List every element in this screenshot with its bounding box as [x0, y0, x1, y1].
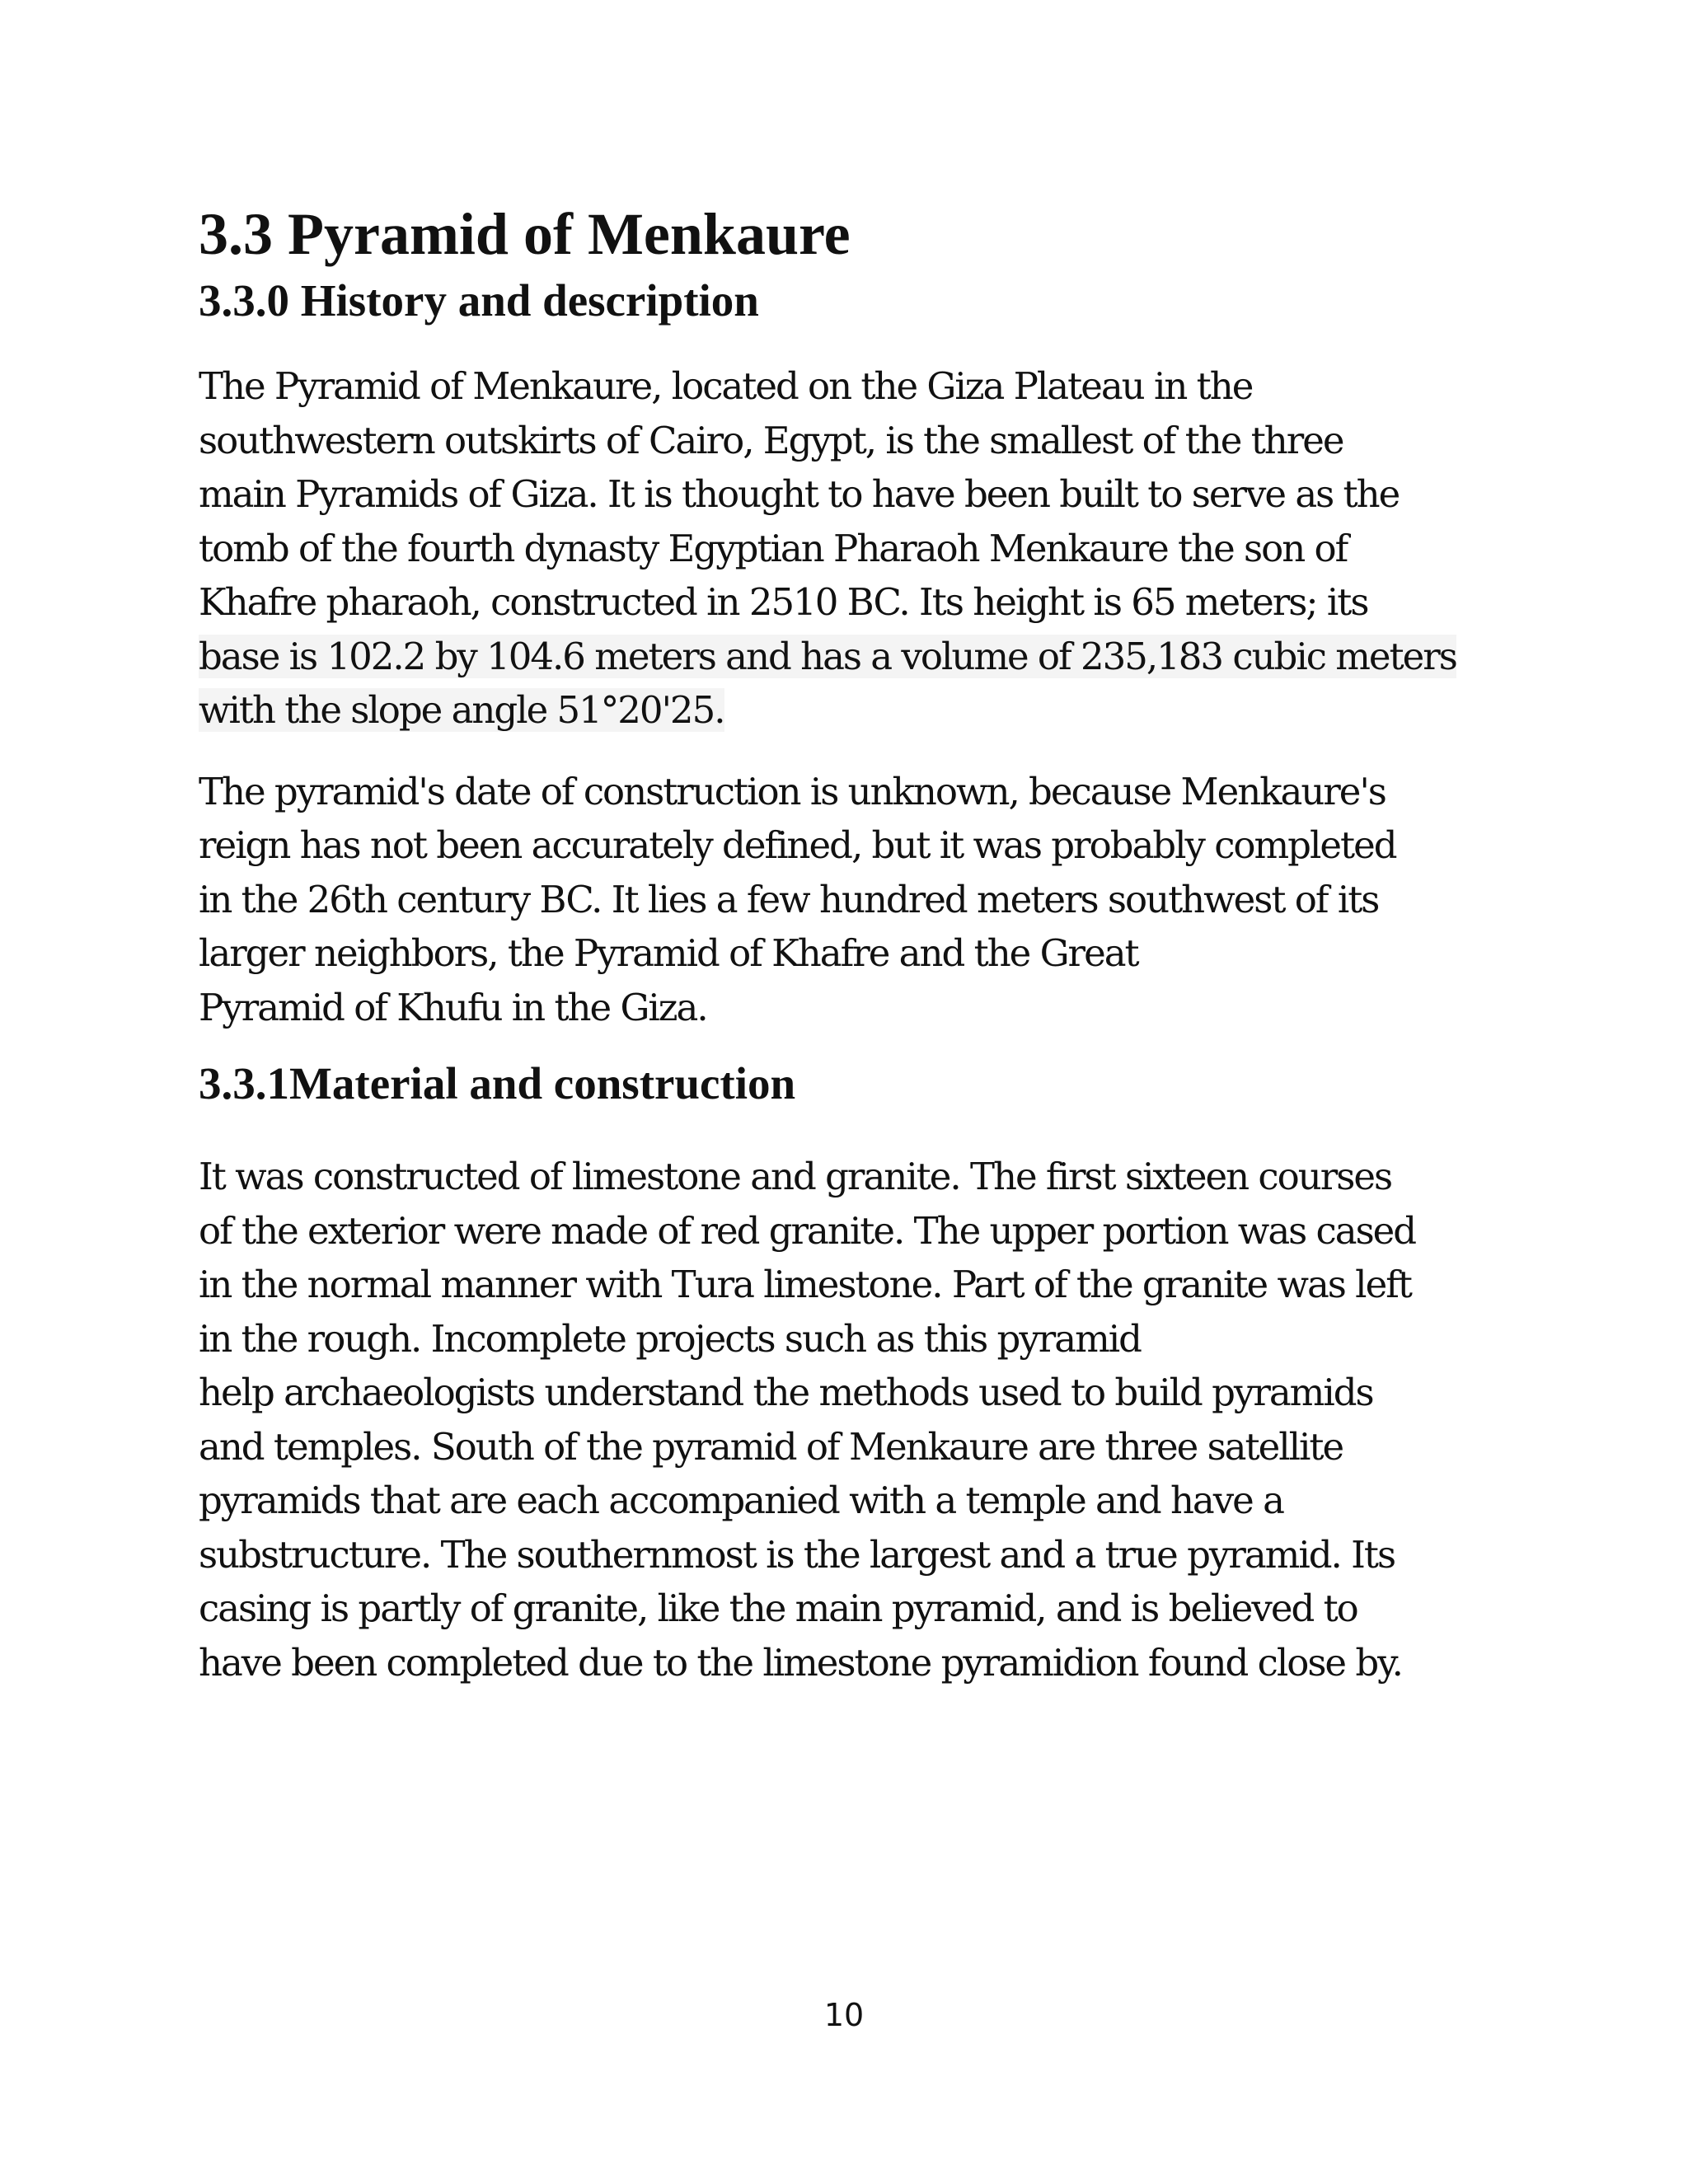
paragraph-line: larger neighbors, the Pyramid of Khafre and the Great	[199, 931, 1138, 975]
paragraph-line: reign has not been accurately defined, but it was probably completed	[199, 823, 1396, 867]
paragraph-line: southwestern outskirts of Cairo, Egypt, is the smallest of the three	[199, 418, 1343, 462]
paragraph-line: and temples. South of the pyramid of Menkaure are three satellite	[199, 1424, 1343, 1469]
paragraph-line: help archaeologists understand the methods used to build pyramids	[199, 1371, 1373, 1414]
paragraph-line: Khafre pharaoh, constructed in 2510 BC. Its height is 65 meters; its	[199, 580, 1368, 624]
paragraph-line: in the 26th century BC. It lies a few hundred meters southwest of its	[199, 877, 1379, 921]
subsection-heading-history: 3.3.0 History and description	[199, 275, 759, 326]
highlighted-line: with the slope angle 51°20'25.	[199, 688, 724, 732]
paragraph-line: of the exterior were made of red granite. The upper portion was cased	[199, 1208, 1416, 1253]
page-content	[199, 198, 1501, 1690]
paragraph-line: tomb of the fourth dynasty Egyptian Pharaoh Menkaure the son of	[199, 526, 1348, 570]
page-number: 10	[823, 1997, 865, 2033]
paragraph-line: The pyramid's date of construction is unknown, because Menkaure's	[199, 769, 1386, 813]
paragraph-construction-date	[199, 765, 1501, 1035]
paragraph-line: main Pyramids of Giza. It is thought to have been built to serve as the	[199, 472, 1400, 516]
paragraph-line: substructure. The southernmost is the largest and a true pyramid. Its	[199, 1532, 1395, 1577]
paragraph-history-description	[199, 359, 1501, 738]
subsection-heading-material: 3.3.1Material and construction	[199, 1058, 796, 1108]
highlighted-line: base is 102.2 by 104.6 meters and has a volume of 235,183 cubic meters	[199, 634, 1456, 678]
paragraph-line: casing is partly of granite, like the main pyramid, and is believed to	[199, 1586, 1357, 1630]
paragraph-line: Pyramid of Khufu in the Giza.	[199, 985, 707, 1029]
paragraph-line: have been completed due to the limestone pyramidion found close by.	[199, 1640, 1402, 1685]
paragraph-line: The Pyramid of Menkaure, located on the Giza Plateau in the	[199, 364, 1253, 408]
paragraph-line: It was constructed of limestone and granite. The first sixteen courses	[199, 1155, 1392, 1198]
paragraph-line: in the rough. Incomplete projects such as this pyramid	[199, 1316, 1141, 1361]
paragraph-line: pyramids that are each accompanied with a temple and have a	[199, 1479, 1283, 1522]
paragraph-material-construction	[199, 1150, 1501, 1690]
paragraph-line: in the normal manner with Tura limestone. Part of the granite was left	[199, 1263, 1411, 1306]
section-title: 3.3 Pyramid of Menkaure	[199, 201, 851, 267]
